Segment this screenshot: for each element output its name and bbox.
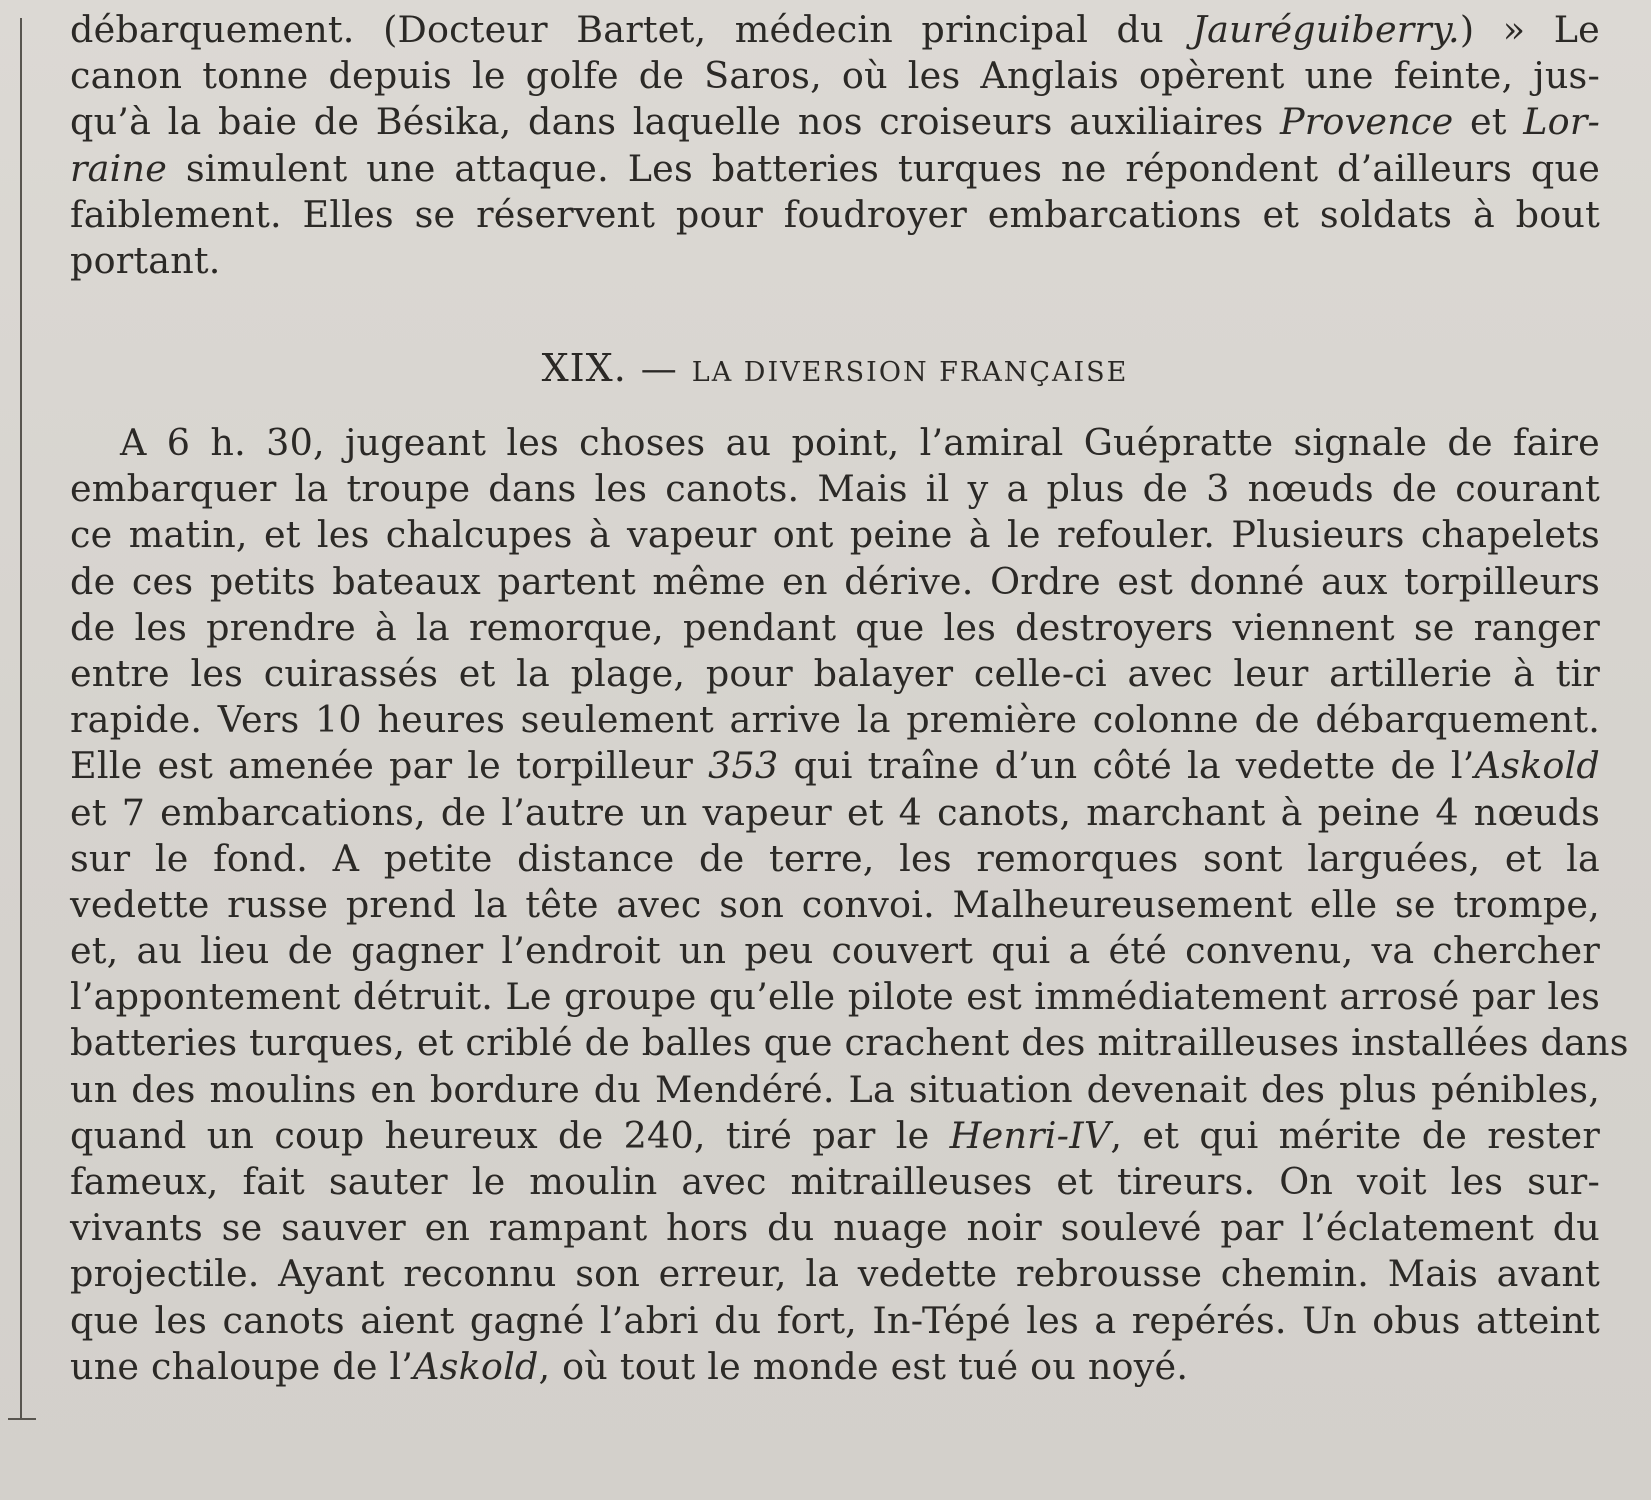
text-line: et, au lieu de gagner l’endroit un peu couvert qui a été convenu, va chercher [70,929,1600,973]
text-line: vivants se sauver en rampant hors du nuage noir soulevé par l’éclatement du [70,1206,1600,1250]
text-line: de ces petits bateaux partent même en dérive. Ordre est donné aux torpilleurs [70,559,1600,603]
margin-rule [20,18,22,1420]
text-span: qu’à la baie de Bésika, dans laquelle nos croiseurs auxiliaires [70,100,1281,144]
section-heading [70,346,1600,390]
text-line: un des moulins en bordure du Mendéré. La situation devenait des plus pénibles, [70,1067,1600,1111]
text-span: simulent une attaque. Les batteries turques ne répondent d’ailleurs que [167,146,1600,190]
margin-rule-foot [8,1418,36,1420]
text-line: vedette russe prend la tête avec son convoi. Malheureusement elle se trompe, [70,882,1600,926]
text-line: embarquer la troupe dans les canots. Mais il y a plus de 3 nœuds de courant [70,467,1600,511]
text-line: l’appontement détruit. Le groupe qu’elle pilote est immédiatement arrosé par les [70,975,1600,1019]
text-span: ) » Le [1459,8,1600,51]
text-line: rapide. Vers 10 heures seulement arrive la première colonne de débarquement. [70,698,1600,742]
text-line [70,146,1600,192]
text-span: , et qui mérite de rester [1110,1113,1600,1157]
text-line: et 7 embarcations, de l’autre un vapeur et 4 canots, marchant à peine 4 nœuds [70,790,1600,834]
text-line: A 6 h. 30, jugeant les choses au point, l’amiral Guépratte signale de faire [120,421,1600,464]
text-span: une chaloupe de l’ [70,1344,414,1388]
top-paragraph [70,7,1600,284]
text-line [70,7,1600,53]
text-line: sur le fond. A petite distance de terre, les remorques sont larguées, et la [70,836,1600,880]
ship-name-italic: Henri-IV [949,1113,1111,1157]
section-number: XIX. [541,346,627,390]
text-span: et [1453,100,1524,144]
ship-name-italic: raine [70,146,167,190]
text-span: quand un coup heureux de 240, tiré par le [70,1113,950,1157]
text-line: canon tonne depuis le golfe de Saros, où les Anglais opèrent une feinte, jus- [70,54,1600,98]
ship-name-italic: Lor- [1523,100,1600,144]
text-line: que les canots aient gagné l’abri du fort, In-Tépé les a repérés. Un obus atteint [70,1298,1600,1342]
section-title: LA DIVERSION FRANÇAISE [691,357,1129,388]
text-line: batteries turques, et criblé de balles que crachent des mitrailleuses installées dans [70,1021,1629,1065]
text-line: de les prendre à la remorque, pendant que les destroyers viennent se ranger [70,605,1600,649]
text-line: faiblement. Elles se réservent pour foudroyer embarcations et soldats à bout [70,192,1600,236]
ship-name-italic: Jauréguiberry. [1192,8,1460,51]
text-line [70,743,1600,789]
text-span: qui traîne d’un côté la vedette de l’ [778,744,1475,788]
text-line [70,1344,1600,1390]
text-line [70,99,1600,145]
text-span: , où tout le monde est tué ou noyé. [538,1344,1189,1388]
text-line: entre les cuirassés et la plage, pour balayer celle-ci avec leur artillerie à tir [70,651,1600,695]
text-line [70,1113,1600,1159]
main-paragraph [70,420,1629,1390]
text-line: fameux, fait sauter le moulin avec mitrailleuses et tireurs. On voit les sur- [70,1160,1600,1203]
section-dash: — [640,349,678,390]
torpedo-boat-number-italic: 353 [708,744,779,788]
ship-name-italic: Askold [1474,744,1600,788]
ship-name-italic: Provence [1280,100,1454,144]
text-line: portant. [70,238,221,282]
ship-name-italic: Askold [413,1344,539,1388]
text-line: ce matin, et les chalcupes à vapeur ont peine à le refouler. Plusieurs chapelets [70,513,1600,557]
text-span: Elle est amenée par le torpilleur [70,744,709,788]
text-span: débarquement. (Docteur Bartet, médecin principal du [70,8,1193,51]
text-line: projectile. Ayant reconnu son erreur, la vedette rebrousse chemin. Mais avant [70,1252,1600,1296]
